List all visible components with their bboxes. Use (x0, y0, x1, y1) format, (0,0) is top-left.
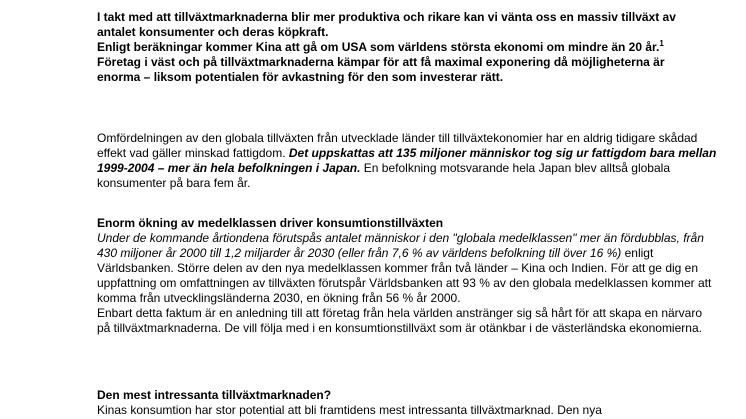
intro-line-2-a: Enligt beräkningar kommer Kina att gå om USA som världens största ekonomi om mindre än 20 år. (97, 40, 660, 54)
china-text: Kinas konsumtion har stor potential att bli framtidens mest intressanta tillväxtmarknad. Den nya (97, 403, 602, 417)
china-section (97, 388, 722, 418)
middle-class-italic: Under de kommande årtiondena förutspås antalet människor i den "globala medelklassen" mer än fördubblas, från 430 miljoner år 2000 till 1,2 miljarder år 2030 (eller från 7,6 % av världens befolkning till över 16 %) (97, 231, 704, 260)
middle-class-text-a: enligt Världsbanken. Större delen av den nya medelklassen kommer från två länder – Kina och Indien. För att ge dig en uppfattning om omfattningen av tillväxten förutspår Världsbanken att 93 % av den globala medelklassen kommer att komma från utvecklingsländerna 2030, en ökning från 56 % år 2000. (97, 246, 712, 305)
intro-paragraph (97, 10, 687, 85)
footnote-marker: 1 (659, 39, 664, 48)
middle-class-body-2: Enbart detta faktum är en anledning till att företag från hela världen anstränger sig så hårt för att skapa en närvaro på tillväxtmarknaderna. De vill följa med i en konsumtionstillväxt som är otänkbar i de västerländska ekonomierna. (97, 306, 703, 335)
poverty-text-b: En befolkning motsvarande hela Japan blev alltså globala konsumenter på bara fem år. (97, 161, 670, 190)
middle-class-body (97, 231, 715, 306)
intro-line-1: I takt med att tillväxtmarknaderna blir mer produktiva och rikare kan vi vänta oss en massiv tillväxt av antalet konsumenter och deras köpkraft. (97, 10, 676, 39)
china-heading: Den mest intressanta tillväxtmarknaden? (97, 388, 332, 402)
intro-line-2 (97, 40, 687, 85)
poverty-text-a: Omfördelningen av den globala tillväxten från utvecklade länder till tillväxtekonomier har en aldrig tidigare skådad effekt vad gäller minskad fattigdom. (97, 131, 698, 160)
middle-class-heading: Enorm ökning av medelklassen driver konsumtionstillväxten (97, 216, 444, 230)
intro-line-2-b: Företag i väst och på tillväxtmarknaderna kämpar för att få maximal exponering då möjligheterna är enorma – liksom potentialen för avkastning för den som investerar rätt. (97, 55, 665, 84)
poverty-text (97, 131, 722, 191)
middle-class-section (97, 216, 715, 336)
poverty-paragraph (97, 131, 722, 191)
poverty-emphasis: Det uppskattas att 135 miljoner människor tog sig ur fattigdom bara mellan 1999-2004 – mer än hela befolkningen i Japan. (97, 146, 717, 175)
